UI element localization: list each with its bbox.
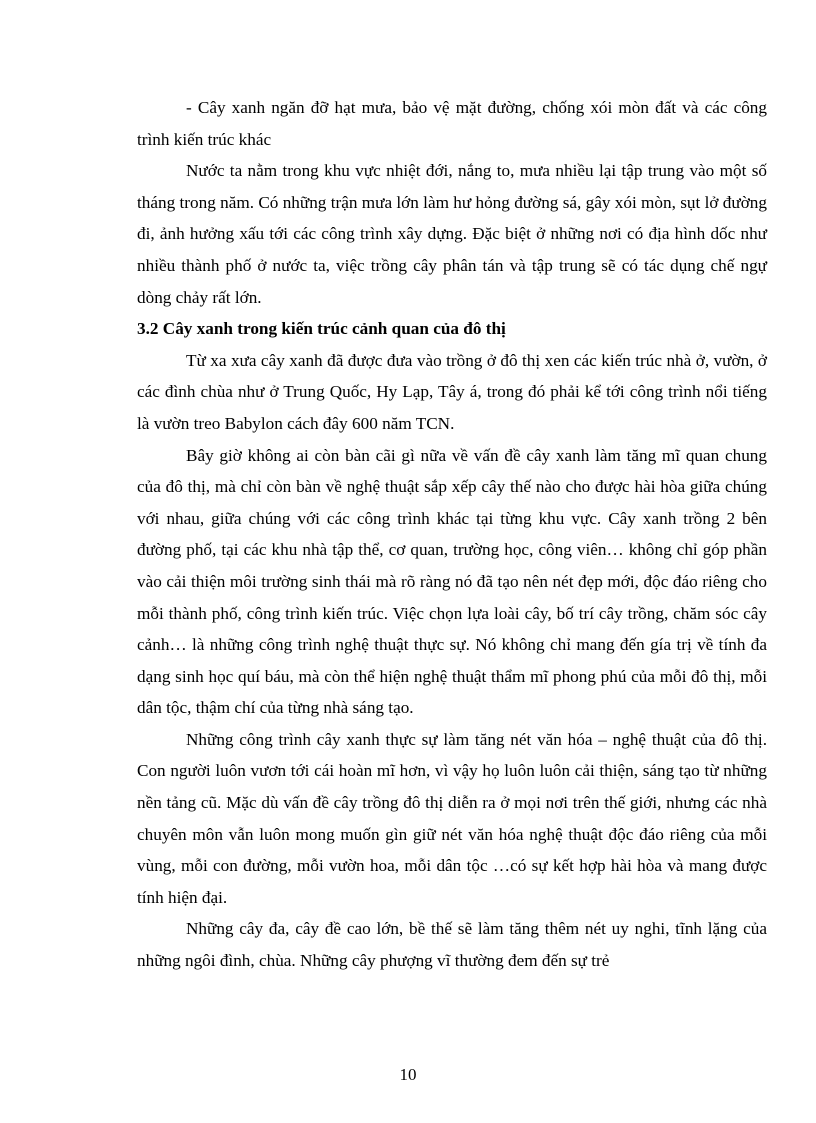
paragraph-banyan: Những cây đa, cây đề cao lớn, bề thế sẽ làm tăng thêm nét uy nghi, tĩnh lặng của những ngôi đình, chùa. Những cây phượng vĩ thường đem đến sự trẻ <box>137 919 767 971</box>
paragraph-culture: Những công trình cây xanh thực sự làm tăng nét văn hóa – nghệ thuật của đô thị. Con người luôn vươn tới cái hoàn mĩ hơn, vì vậy họ luôn luôn cải thiện, sáng tạo từ những nền tảng cũ. Mặc dù vấn đề cây trồng đô thị diễn ra ở mọi nơi trên thế giới, nhưng các nhà chuyên môn vẫn luôn mong muốn gìn giữ nét văn hóa nghệ thuật độc đáo riêng của mỗi vùng, mỗi con đường, mỗi vườn hoa, mỗi dân tộc …có sự kết hợp hài hòa và mang được tính hiện đại. <box>137 729 767 907</box>
paragraph-history: Từ xa xưa cây xanh đã được đưa vào trồng ở đô thị xen các kiến trúc nhà ở, vườn, ở các đình chùa như ở Trung Quốc, Hy Lạp, Tây á, trong đó phải kể tới công trình nổi tiếng là vườn treo Babylon cách đây 600 năm TCN. <box>137 350 767 433</box>
page-body <box>137 92 767 977</box>
paragraph-climate: Nước ta nằm trong khu vực nhiệt đới, nắng to, mưa nhiều lại tập trung vào một số tháng trong năm. Có những trận mưa lớn làm hư hỏng đường sá, gây xói mòn, sụt lở đường đi, ảnh hưởng xấu tới các công trình xây dựng. Đặc biệt ở những nơi có địa hình dốc như nhiều thành phố ở nước ta, việc trồng cây phân tán và tập trung sẽ có tác dụng chế ngự dòng chảy rất lớn. <box>137 161 767 307</box>
page-number: 10 <box>399 1065 417 1084</box>
section-heading: 3.2 Cây xanh trong kiến trúc cảnh quan của đô thị <box>137 319 506 339</box>
paragraph-aesthetics: Bây giờ không ai còn bàn cãi gì nữa về vấn đề cây xanh làm tăng mĩ quan chung của đô thị, mà chỉ còn bàn về nghệ thuật sắp xếp cây thế nào cho được hài hòa giữa chúng với nhau, giữa chúng với các công trình khác tại từng khu vực. Cây xanh trồng 2 bên đường phố, tại các khu nhà tập thể, cơ quan, trường học, công viên… không chỉ góp phần vào cải thiện môi trường sinh thái mà rõ ràng nó đã tạo nên nét đẹp mới, độc đáo riêng cho mỗi thành phố, công trình kiến trúc. Việc chọn lựa loài cây, bố trí cây trồng, chăm sóc cây cảnh… là những công trình nghệ thuật thực sự. Nó không chỉ mang đến gía trị về tính đa dạng sinh học quí báu, mà còn thể hiện nghệ thuật thẩm mĩ phong phú của mỗi đô thị, mỗi dân tộc, thậm chí của từng nhà sáng tạo. <box>137 445 767 718</box>
paragraph-bullet-rain: - Cây xanh ngăn đỡ hạt mưa, bảo vệ mặt đường, chống xói mòn đất và các công trình kiến trúc khác <box>137 98 767 149</box>
